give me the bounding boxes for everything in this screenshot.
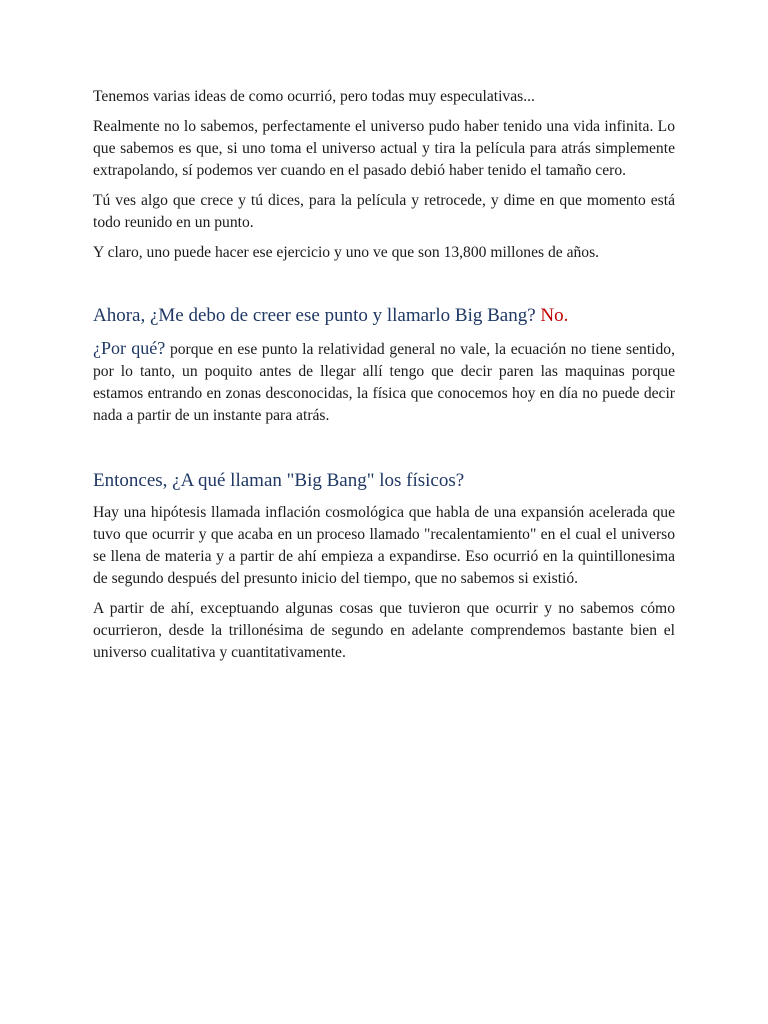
intro-paragraph-2: Realmente no lo sabemos, perfectamente el universo pudo haber tenido una vida infinita. Lo que sabemos es que, si uno toma el universo actual y tira la película para atrás simplemente extrapolando, sí podemos ver cuando en el pasado debió haber tenido el tamaño cero. [93, 118, 675, 179]
section2-paragraph-1: Hay una hipótesis llamada inflación cosmológica que habla de una expansión acelerada que tuvo que ocurrir y que acaba en un proceso llamado "recalentamiento" en el cual el universo se llena de materia y a partir de ahí empieza a expandirse. Eso ocurrió en la quintillonesima de segundo después del presunto inicio del tiempo, que no sabemos si existió. [93, 504, 675, 587]
section-heading-big-bang-question [93, 304, 675, 328]
section-heading-answer: No. [540, 305, 569, 326]
section-heading-text: Ahora, ¿Me debo de creer ese punto y llamarlo Big Bang? [93, 305, 536, 326]
section-heading-physicists: Entonces, ¿A qué llaman "Big Bang" los físicos? [93, 470, 465, 491]
section1-lead-question: ¿Por qué? [93, 338, 166, 358]
intro-paragraph-1: Tenemos varias ideas de como ocurrió, pero todas muy especulativas... [93, 88, 535, 105]
section1-body: porque en ese punto la relatividad general no vale, la ecuación no tiene sentido, por lo tanto, un poquito antes de llegar allí tengo que decir paren las maquinas porque estamos entrando en zonas desconocidas, la física que conocemos hoy en día no puede decir nada a partir de un instante para atrás. [93, 341, 675, 424]
intro-paragraph-3: Tú ves algo que crece y tú dices, para la película y retrocede, y dime en que momento está todo reunido en un punto. [93, 192, 675, 231]
intro-paragraph-4: Y claro, uno puede hacer ese ejercicio y uno ve que son 13,800 millones de años. [93, 244, 600, 261]
section1-paragraph [93, 337, 675, 427]
section2-paragraph-2: A partir de ahí, exceptuando algunas cosas que tuvieron que ocurrir y no sabemos cómo ocurrieron, desde la trillonésima de segundo en adelante comprendemos bastante bien el universo cualitativa y cuantitativamente. [93, 600, 675, 661]
document-page [93, 86, 675, 664]
